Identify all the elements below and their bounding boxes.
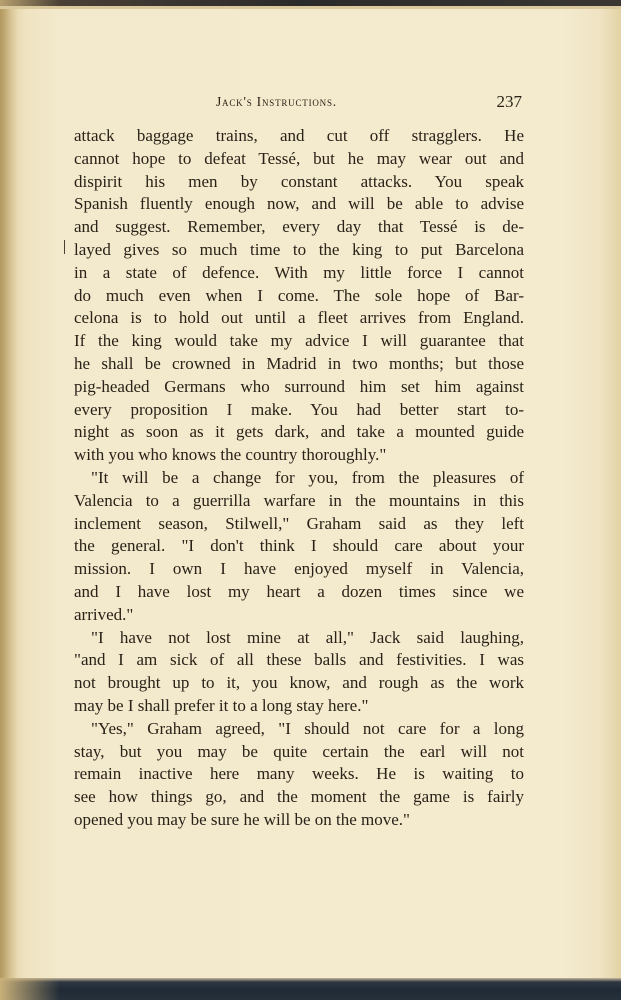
text-line: may be I shall prefer it to a long stay here.": [74, 695, 369, 715]
text-line: dispirit his men by constant attacks. You speak: [74, 171, 524, 191]
text-line: the general. "I don't think I should care about your: [74, 536, 524, 556]
text-line: celona is to hold out until a fleet arrives from England.: [74, 308, 524, 328]
text-line: every proposition I make. You had better start to-: [74, 399, 524, 419]
text-line: Valencia to a guerrilla warfare in the mountains in this: [74, 490, 524, 510]
text-line: do much even when I come. The sole hope of Bar-: [74, 285, 524, 305]
top-edge-highlight: [0, 6, 621, 9]
text-line: mission. I own I have enjoyed myself in Valencia,: [74, 559, 524, 579]
text-line: layed gives so much time to the king to put Barcelona: [74, 239, 524, 259]
text-line: he shall be crowned in Madrid in two months; but those: [74, 353, 524, 373]
text-line: pig-headed Germans who surround him set him against: [74, 376, 524, 396]
page-number: 237: [496, 92, 522, 111]
bottom-edge-shadow: [0, 978, 621, 1000]
text-line: Spanish fluently enough now, and will be able to advise: [74, 194, 524, 214]
text-line: in a state of defence. With my little force I cannot: [74, 262, 524, 282]
text-line: and I have lost my heart a dozen times since we: [74, 581, 524, 601]
running-title: Jack's Instructions.: [216, 94, 337, 109]
text-line: "Yes," Graham agreed, "I should not care for a long: [91, 718, 524, 738]
text-line: night as soon as it gets dark, and take a mounted guide: [74, 422, 524, 442]
text-line: cannot hope to defeat Tessé, but he may wear out and: [74, 148, 524, 168]
text-line: If the king would take my advice I will guarantee that: [74, 331, 524, 351]
text-line: not brought up to it, you know, and rough as the work: [74, 673, 524, 693]
text-line: attack baggage trains, and cut off stragglers. He: [74, 126, 524, 145]
text-line: opened you may be sure he will be on the move.": [74, 809, 410, 829]
running-head: [74, 92, 524, 114]
text-line: inclement season, Stilwell," Graham said as they left: [74, 513, 524, 533]
body-text: [74, 125, 524, 832]
margin-mark: [64, 240, 65, 254]
text-line: stay, but you may be quite certain the earl will not: [74, 741, 524, 761]
text-line: and suggest. Remember, every day that Tessé is de-: [74, 217, 524, 237]
text-line: "I have not lost mine at all," Jack said laughing,: [91, 627, 524, 647]
text-line: arrived.": [74, 604, 134, 624]
text-line: "and I am sick of all these balls and festivities. I was: [74, 650, 524, 670]
text-line: "It will be a change for you, from the pleasures of: [91, 467, 524, 487]
text-line: see how things go, and the moment the game is fairly: [74, 787, 524, 807]
text-line: remain inactive here many weeks. He is waiting to: [74, 764, 524, 784]
text-line: with you who knows the country thoroughly.": [74, 445, 387, 465]
gutter-shadow: [0, 0, 18, 1000]
